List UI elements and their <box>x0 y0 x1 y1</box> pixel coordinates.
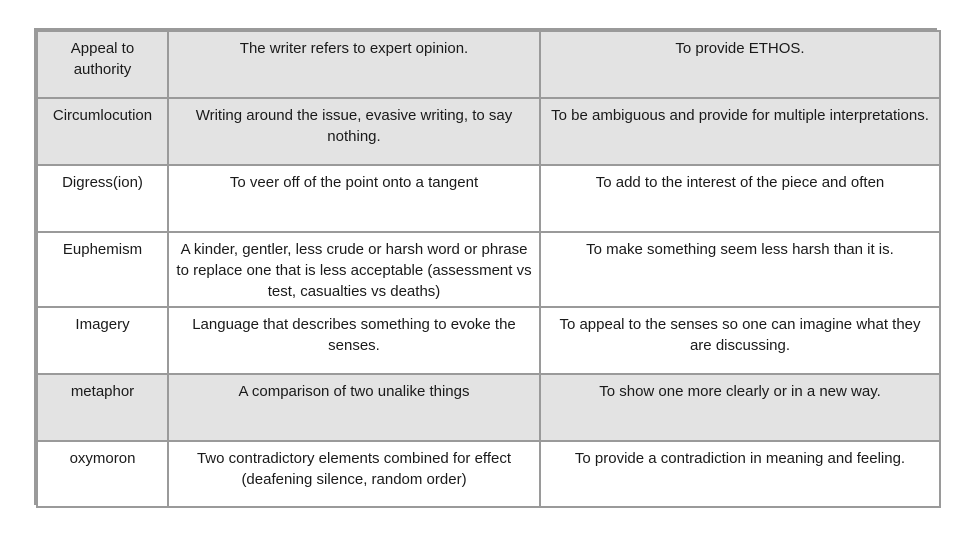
purpose-cell: To make something seem less harsh than it is. <box>540 232 940 307</box>
rhetorical-devices-table <box>34 28 937 505</box>
definition-cell: To veer off of the point onto a tangent <box>168 165 540 232</box>
table-row <box>37 98 940 165</box>
table-row <box>37 441 940 507</box>
table-row <box>37 232 940 307</box>
devices-table-grid <box>36 30 941 508</box>
definition-cell: A kinder, gentler, less crude or harsh word or phrase to replace one that is less acceptable (assessment vs test, casualties vs deaths) <box>168 232 540 307</box>
definition-cell: A comparison of two unalike things <box>168 374 540 441</box>
purpose-cell: To provide ETHOS. <box>540 31 940 98</box>
table-row <box>37 374 940 441</box>
term-cell: Appeal to authority <box>37 31 168 98</box>
table-row <box>37 165 940 232</box>
term-cell: Circumlocution <box>37 98 168 165</box>
purpose-cell: To add to the interest of the piece and often <box>540 165 940 232</box>
term-cell: metaphor <box>37 374 168 441</box>
purpose-cell: To be ambiguous and provide for multiple interpretations. <box>540 98 940 165</box>
table-body <box>37 31 940 507</box>
definition-cell: Writing around the issue, evasive writing, to say nothing. <box>168 98 540 165</box>
purpose-cell: To show one more clearly or in a new way. <box>540 374 940 441</box>
term-cell: Imagery <box>37 307 168 374</box>
term-cell: Digress(ion) <box>37 165 168 232</box>
purpose-cell: To provide a contradiction in meaning and feeling. <box>540 441 940 507</box>
purpose-cell: To appeal to the senses so one can imagine what they are discussing. <box>540 307 940 374</box>
term-cell: Euphemism <box>37 232 168 307</box>
definition-cell: Language that describes something to evoke the senses. <box>168 307 540 374</box>
table-row <box>37 31 940 98</box>
definition-cell: The writer refers to expert opinion. <box>168 31 540 98</box>
table-row <box>37 307 940 374</box>
definition-cell: Two contradictory elements combined for effect (deafening silence, random order) <box>168 441 540 507</box>
term-cell: oxymoron <box>37 441 168 507</box>
